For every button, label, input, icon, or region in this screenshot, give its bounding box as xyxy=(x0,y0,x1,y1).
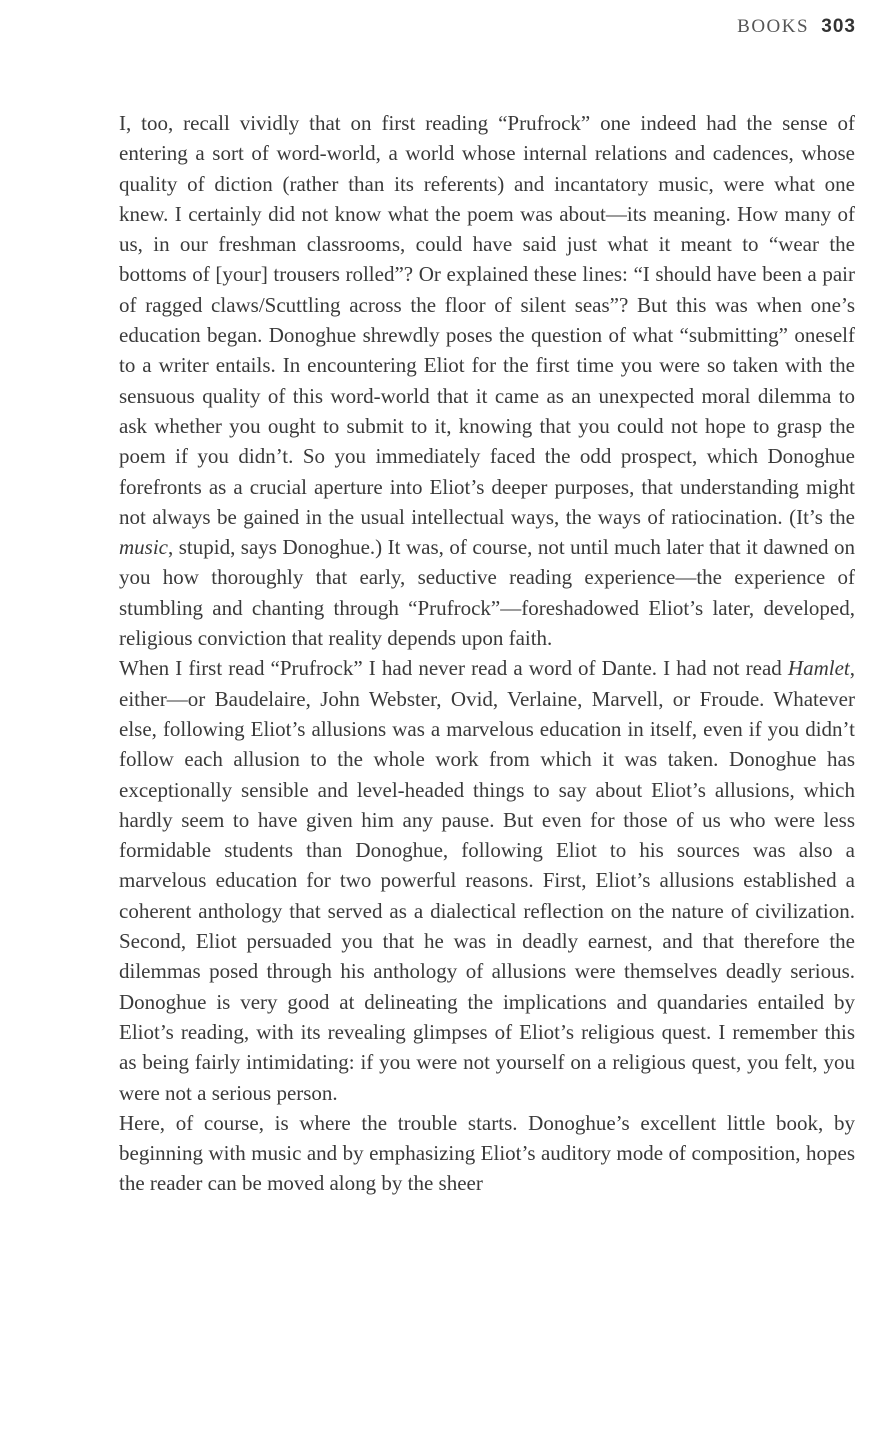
body-text xyxy=(119,108,855,1199)
running-head xyxy=(737,16,856,38)
section-title: BOOKS xyxy=(737,16,810,37)
paragraph-1-text-b: , stupid, says Donoghue.) It was, of course, not until much later that it dawned on you how thoroughly that early, seductive reading experience—the experience of stumbling and chanting through “Prufrock”—foreshadowed Eliot’s later, developed, religious conviction that reality depends upon faith. xyxy=(119,535,855,651)
paragraph-3 xyxy=(119,1108,855,1199)
paragraph-2-italic: Hamlet xyxy=(787,656,850,681)
paragraph-1-text-a: I, too, recall vividly that on first reading “Prufrock” one indeed had the sense of entering a sort of word-world, a world whose internal relations and cadences, whose quality of diction (rather than its referents) and incantatory music, were what one knew. I certainly did not know what the poem was about—its meaning. How many of us, in our freshman classrooms, could have said just what it meant to “wear the bottoms of [your] trousers rolled”? Or explained these lines: “I should have been a pair of ragged claws/Scuttling across the floor of silent seas”? But this was when one’s education began. Donoghue shrewdly poses the question of what “submitting” oneself to a writer entails. In encountering Eliot for the first time you were so taken with the sensuous quality of this word-world that it came as an unexpected moral dilemma to ask whether you ought to submit to it, knowing that you could not hope to grasp the poem if you didn’t. So you immediately faced the odd prospect, which Donoghue forefronts as a crucial aperture into Eliot’s deeper purposes, that understanding might not always be gained in the usual intellectual ways, the ways of ratiocination. (It’s the xyxy=(119,111,855,529)
page-number: 303 xyxy=(821,16,856,37)
paragraph-2 xyxy=(119,653,855,1107)
paragraph-2-text-b: , either—or Baudelaire, John Webster, Ovid, Verlaine, Marvell, or Froude. Whatever else, following Eliot’s allusions was a marvelous education in itself, even if you didn’t follow each allusion to the whole work from which it was taken. Donoghue has exceptionally sensible and level-headed things to say about Eliot’s allusions, which hardly seem to have given him any pause. But even for those of us who were less formidable students than Donoghue, following Eliot to his sources was also a marvelous education for two powerful reasons. First, Eliot’s allusions established a coherent anthology that served as a dialectical reflection on the nature of civilization. Second, Eliot persuaded you that he was in deadly earnest, and that therefore the dilemmas posed through his anthology of allusions were themselves deadly serious. Donoghue is very good at delineating the implications and quandaries entailed by Eliot’s reading, with its revealing glimpses of Eliot’s religious quest. I remember this as being fairly intimidating: if you were not yourself on a religious quest, you felt, you were not a serious person. xyxy=(119,656,855,1105)
paragraph-1-italic: music xyxy=(119,535,168,560)
paragraph-1 xyxy=(119,108,855,653)
paragraph-2-text-a: When I first read “Prufrock” I had never read a word of Dante. I had not read xyxy=(119,656,788,681)
paragraph-3-text: Here, of course, is where the trouble starts. Donoghue’s excellent little book, by beginning with music and by emphasizing Eliot’s auditory mode of composition, hopes the reader can be moved along by the sheer xyxy=(119,1110,855,1196)
